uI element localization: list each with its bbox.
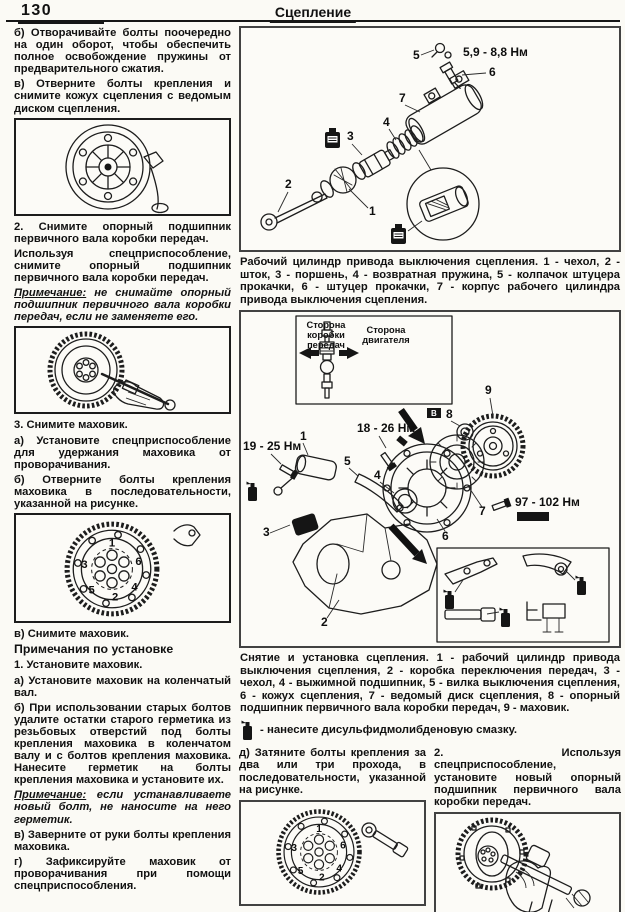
figure-clutch-cover-removal [14,118,231,216]
holding-tool-lever [151,168,158,209]
install-1b-text: б) При использовании старых болтов удалите остатки старого герметика из резьбовых отверстий под болты крепления маховика в коленчатом валу и с болтов крепления маховика. Нанесите герметик на болты крепления маховика и установите их. [14,701,231,787]
step-1v-text: в) Отверните болты крепления и снимите кожух сцепления с ведомым диском сцепления. [14,78,231,115]
grease-bottle-icon [241,719,255,742]
bottom-left-subcolumn [239,747,426,912]
svg-text:В: В [431,409,437,419]
torque-fork-bolt-label: 18 - 26 Нм [357,421,416,436]
hand-drawing [506,861,551,912]
step-2-install-text: 2. Используя спецприспособление, установите новый опорный подшипник первичного вала коробки передач. [434,746,621,809]
flywheel-slide-hammer-drawing [16,328,229,412]
page-header [6,3,620,22]
note-new-bolt [14,789,231,825]
part-label-7: 7 [479,504,486,519]
torque-flywheel-bolts-label: 97 - 102 Нм [515,495,580,510]
install-1-title: 1. Установите маховик. [14,659,143,672]
step-3a-text: а) Установите спецприспособление для удержания маховика от проворачивания. [14,434,231,471]
torque-cylinder-bolts-label: 19 - 25 Нм [243,439,302,454]
starter-lug-drawing [174,525,200,546]
note-label: Примечание: [14,287,87,300]
grease-legend-text: - нанесите дисульфидмолибденовую смазку. [260,724,518,737]
caption-slave-cylinder: Рабочий цилиндр привода выключения сцепления. 1 - чехол, 2 - шток, 3 - поршень, 4 - возвратная пружина, 5 - колпачок штуцера прокачки, 6 - штуцер прокачки, 7 - корпус рабочего цилиндра привода выключения сцепления. [240,256,620,306]
clutch-exploded-drawing [241,312,619,646]
note-label: Примечание: [14,789,87,802]
step-2-body: Используя спецприспособление, снимите опорный подшипник первичного вала коробки передач. [14,247,231,285]
part-label-7: 7 [399,91,406,105]
part-label-1: 1 [300,429,307,444]
note-text: не снимайте опорный подшипник первичного вала коробки передач, если не заменяете его. [14,287,231,324]
part-label-4: 4 [383,115,390,129]
figure-clutch-removal-installation [239,310,621,648]
figure-bearing-installation [434,812,621,912]
flywheel-sequence-drawing [16,515,229,621]
left-column [5,26,234,912]
pushrod-drawing [261,194,327,230]
bearing-install-drawing [436,814,619,912]
install-1a-text: а) Установите маховик на коленчатый вал. [14,674,231,699]
figure-slave-cylinder-exploded [239,26,621,252]
part-label-6: 6 [489,65,496,79]
install-notes-heading: Примечания по установке [14,642,174,657]
part-label-2: 2 [285,177,292,191]
right-column [239,26,621,912]
part-label-4: 4 [374,468,381,483]
step-2-title: 2. Снимите опорный подшипник первичного вала коробки передач. [14,220,231,245]
gearbox-side-label: Сторона коробки передач [306,320,346,351]
figure-flywheel-loosening-sequence [14,513,231,623]
bolt-marker [396,436,408,447]
slave-cylinder-drawing-small [294,454,337,481]
part-label-9: 9 [485,383,492,398]
flywheel-drawing [463,416,523,476]
flywheel-tightening-drawing [241,802,424,904]
figure-flywheel-tightening-sequence [239,800,426,906]
part-label-3: 3 [347,129,354,143]
holding-tool-clamp [144,152,163,168]
caption-clutch-removal: Снятие и установка сцепления. 1 - рабочий цилиндр привода выключения сцепления, 2 - коробка переключения передач, 3 - чехол, 4 - выжимной подшипник, 5 - вилка выключения сцепления, 6 - кожух сцепления, 7 - ведомый диск сцепления, 8 - опорный подшипник первичного вала коробки передач, 9 - маховик. [240,652,620,715]
part-label-8: 8 [446,407,453,422]
step-3-title: 3. Снимите маховик. [14,419,128,432]
step-3v-text: в) Снимите маховик. [14,628,129,641]
install-1g-text: г) Зафиксируйте маховик от проворачивания при помощи спецприспособления. [14,855,231,893]
return-spring-drawing [385,124,426,160]
clutch-cover-drawing [16,120,229,214]
step-3b-text: б) Отверните болты крепления маховика в последовательности, указанной на рисунке. [14,473,231,510]
piston-detail-drawing [418,184,470,222]
slide-hammer-rod [102,374,168,404]
engine-side-label: Сторона двигателя [362,325,410,346]
torque-bleeder-label: 5,9 - 8,8 Нм [463,45,528,59]
part-label-5: 5 [413,48,420,62]
sealant-badge [517,512,549,521]
step-d-text: д) Затяните болты крепления за два или три прохода, в последовательности, указанной на рисунке. [239,746,426,796]
part-label-2: 2 [321,615,328,630]
step-1b-text: б) Отворачивайте болты поочередно на один оборот, чтобы обеспечить полное освобождение пружины от предварительного сжатия. [14,27,231,76]
part-label-1: 1 [369,204,376,218]
bottom-right-subcolumn [434,747,621,912]
badge-b [427,408,441,418]
part-label-5: 5 [344,454,351,469]
part-label-6: 6 [442,529,449,544]
page-title: Сцепление [270,4,356,23]
page-number: 130 [18,2,104,24]
figure-pilot-bearing-removal [14,326,231,414]
note-text: если устанавливаете новый болт, не наносите на него герметик. [14,789,231,826]
install-1v-text: в) Заверните от руки болты крепления маховика. [14,828,231,853]
boot-drawing [291,513,319,537]
wrench-drawing [359,821,409,859]
part-label-3: 3 [263,525,270,540]
grease-legend [241,719,621,742]
piston-drawing [358,146,396,178]
bleeder-cap-drawing [432,44,451,59]
slave-cylinder-drawing [241,28,619,250]
clutch-cover-drawing [383,444,471,532]
cylinder-body-drawing [397,70,487,148]
note-bearing [14,287,231,323]
